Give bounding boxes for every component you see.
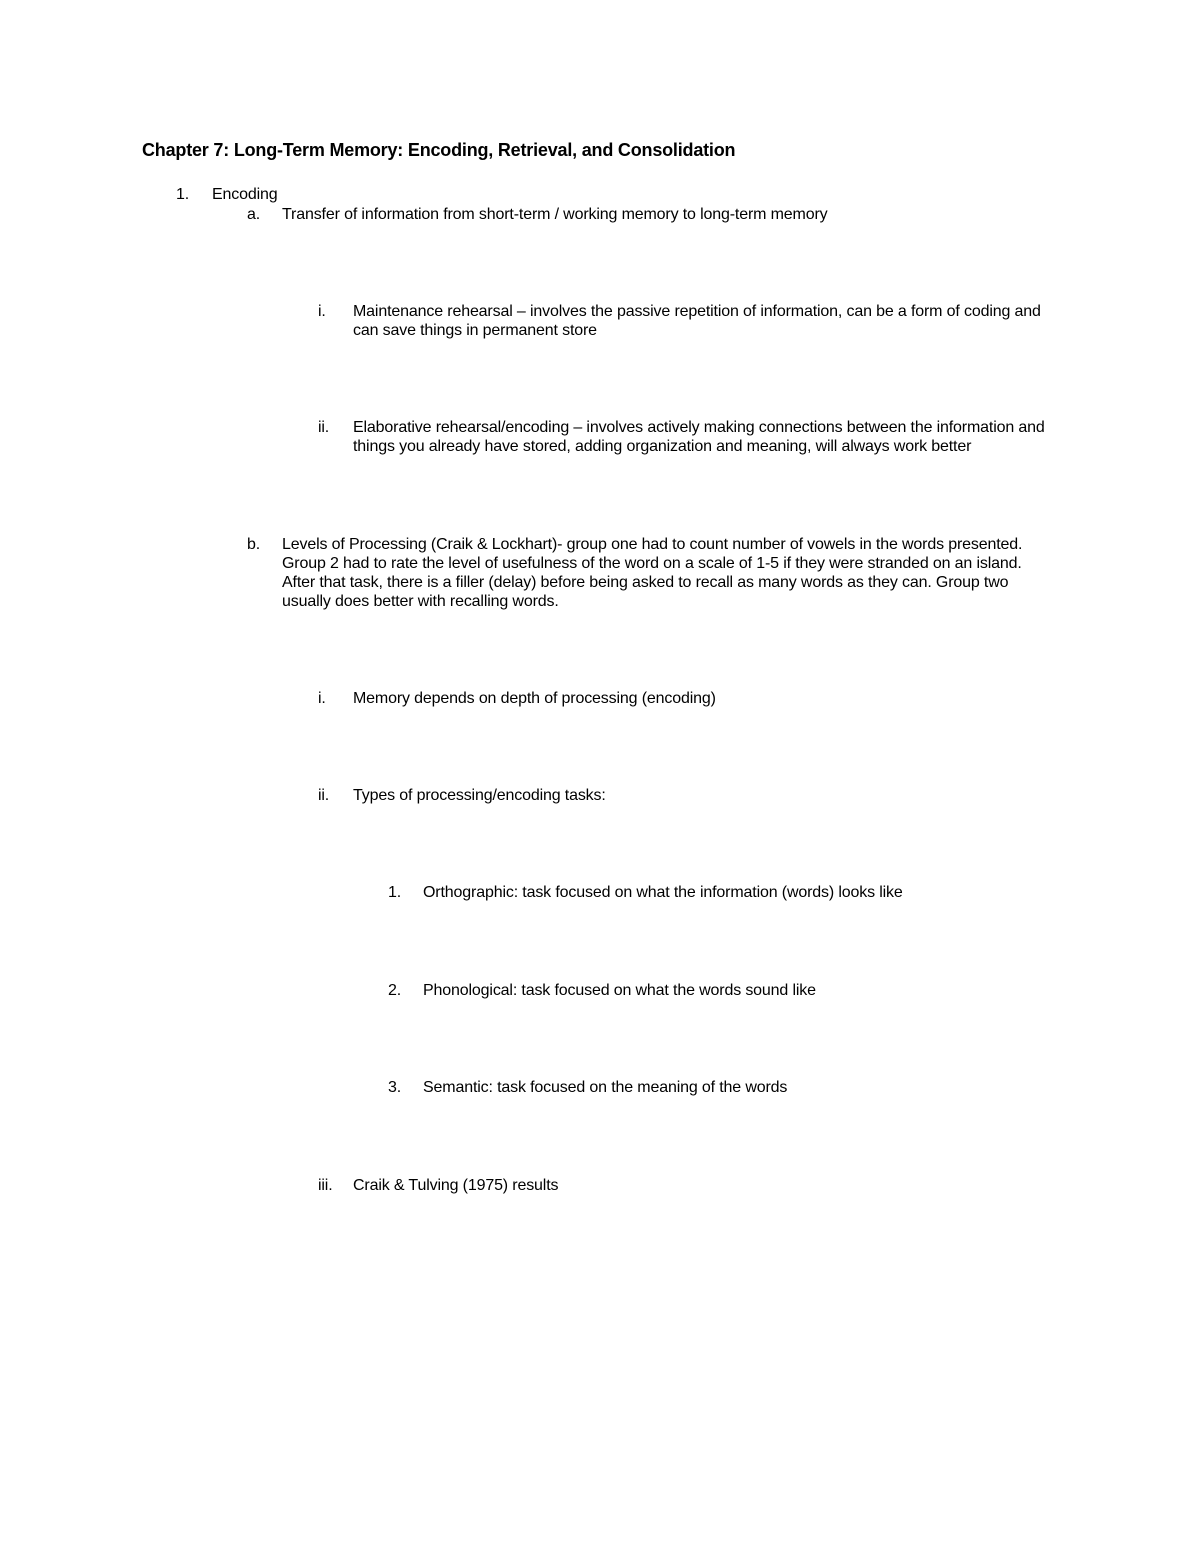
- list-marker: 1.: [388, 884, 402, 901]
- list-marker: iii.: [318, 1177, 333, 1194]
- list-marker: b.: [247, 536, 261, 553]
- list-item-text: Transfer of information from short-term / working memory to long-term memory: [282, 206, 828, 223]
- list-item-text: Levels of Processing (Craik & Lockhart)- group one had to count number of vowels in the words presented. Group 2 had to rate the level of usefulness of the word on a scale of 1-5 if they were stranded on an island. After that task, there is a filler (delay) before being asked to recall as many words as they can. Group two usually does better with recalling words.: [282, 536, 1023, 610]
- list-marker: 2.: [388, 982, 402, 999]
- list-marker: ii.: [318, 419, 330, 436]
- list-marker: 1.: [176, 186, 190, 203]
- list-item-text: Orthographic: task focused on what the information (words) looks like: [423, 884, 903, 901]
- list-item-text: Phonological: task focused on what the words sound like: [423, 982, 816, 999]
- list-marker: ii.: [318, 787, 330, 804]
- list-item-text: Semantic: task focused on the meaning of the words: [423, 1079, 788, 1096]
- page-title: Chapter 7: Long-Term Memory: Encoding, Retrieval, and Consolidation: [142, 140, 736, 160]
- list-item-text: Types of processing/encoding tasks:: [353, 787, 606, 804]
- list-item-text: Craik & Tulving (1975) results: [353, 1177, 559, 1194]
- list-marker: a.: [247, 206, 261, 223]
- list-marker: i.: [318, 303, 326, 320]
- list-item-text: Encoding: [212, 186, 278, 203]
- list-item-text: Memory depends on depth of processing (encoding): [353, 690, 716, 707]
- list-marker: 3.: [388, 1079, 402, 1096]
- list-marker: i.: [318, 690, 326, 707]
- list-item-text: Maintenance rehearsal – involves the passive repetition of information, can be a form of coding and can save things in permanent store: [353, 303, 1041, 339]
- list-item-text: Elaborative rehearsal/encoding – involves actively making connections between the information and things you already have stored, adding organization and meaning, will always work better: [353, 419, 1045, 455]
